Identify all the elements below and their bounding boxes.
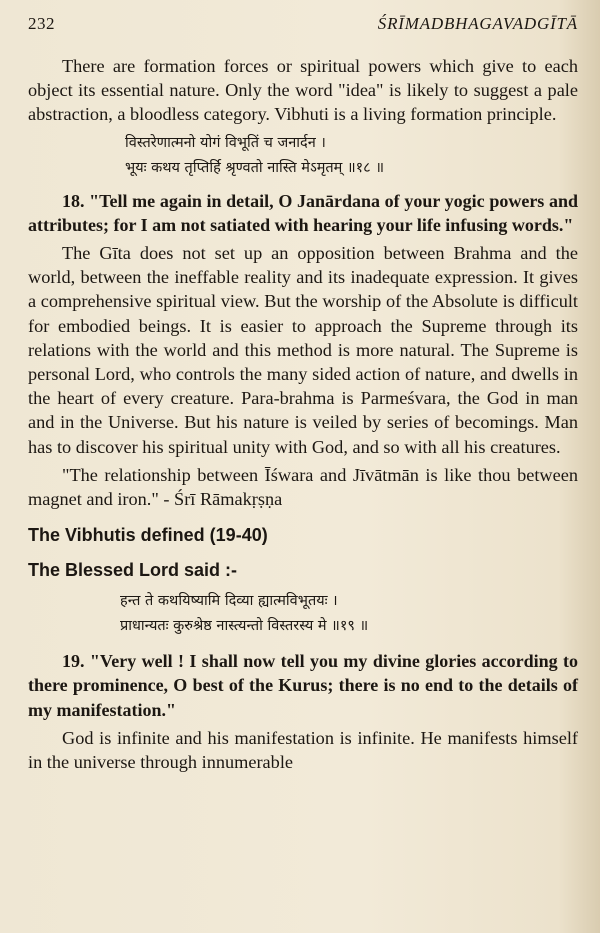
sanskrit-verse-18-line-1: विस्तरेणात्मनो योगं विभूतिं च जनार्दन । [125,134,326,151]
verse-18 [28,189,578,237]
sanskrit-verse-19 [28,589,578,639]
page-header [28,14,578,34]
section-heading: The Vibhutis defined (19-40) [28,525,268,546]
ramakrishna-quote: "The relationship between Īśwara and Jīvātmān is like thou between magnet and iron." - Śrī Rāmakṛṣṇa [28,464,578,510]
blessed-lord-said: The Blessed Lord said :- [28,560,238,581]
page-number: 232 [28,14,55,33]
verse-19-number: 19. [62,651,85,672]
verse-19 [28,649,578,722]
sanskrit-verse-18-line-2: भूयः कथय तृप्तिर्हि श्रृण्वतो नास्ति मेऽमृतम् ॥१८ ॥ [125,159,385,176]
verse-18-text: "Tell me again in detail, O Janārdana of your yogic powers and attributes; for I am not satiated with hearing your life infusing words." [28,190,578,235]
verse-18-number: 18. [62,190,85,211]
paragraph-god-infinite: God is infinite and his manifestation is infinite. He manifests himself in the universe through innumerable [28,727,578,773]
paragraph-gita-commentary: The Gīta does not set up an opposition between Brahma and the world, between the ineffable reality and its inadequate expression. It gives a comprehensive spiritual view. But the worship of the Absolute is difficult for embodied beings. It is easier to approach the Supreme through its relations with the world and this method is more natural. The Supreme is personal Lord, who controls the many sided action of nature, and dwells in the heart of every creature. Para-brahma is Parmeśvara, the God in man and in the Universe. But his nature is veiled by series of becomings. Man has to discover his spiritual unity with God, and so with all his creatures. [28,243,578,457]
verse-19-text: "Very well ! I shall now tell you my divine glories according to there prominence, O best of the Kurus; there is no end to the details of my manifestation." [28,651,579,720]
sanskrit-verse-19-line-1: हन्त ते कथयिष्यामि दिव्या ह्यात्मविभूतयः । [120,593,338,610]
sanskrit-verse-19-line-2: प्राधान्यतः कुरुश्रेष्ठ नास्त्यन्तो विस्तरस्य मे ॥१९ ॥ [120,618,369,635]
paragraph-formation-forces: There are formation forces or spiritual powers which give to each object its essential nature. Only the word "idea" is likely to suggest a pale abstraction, a bloodless category. Vibhuti is a living formation principle. [28,56,578,125]
running-head: ŚRĪMADBHAGAVADGĪTĀ [377,14,578,33]
